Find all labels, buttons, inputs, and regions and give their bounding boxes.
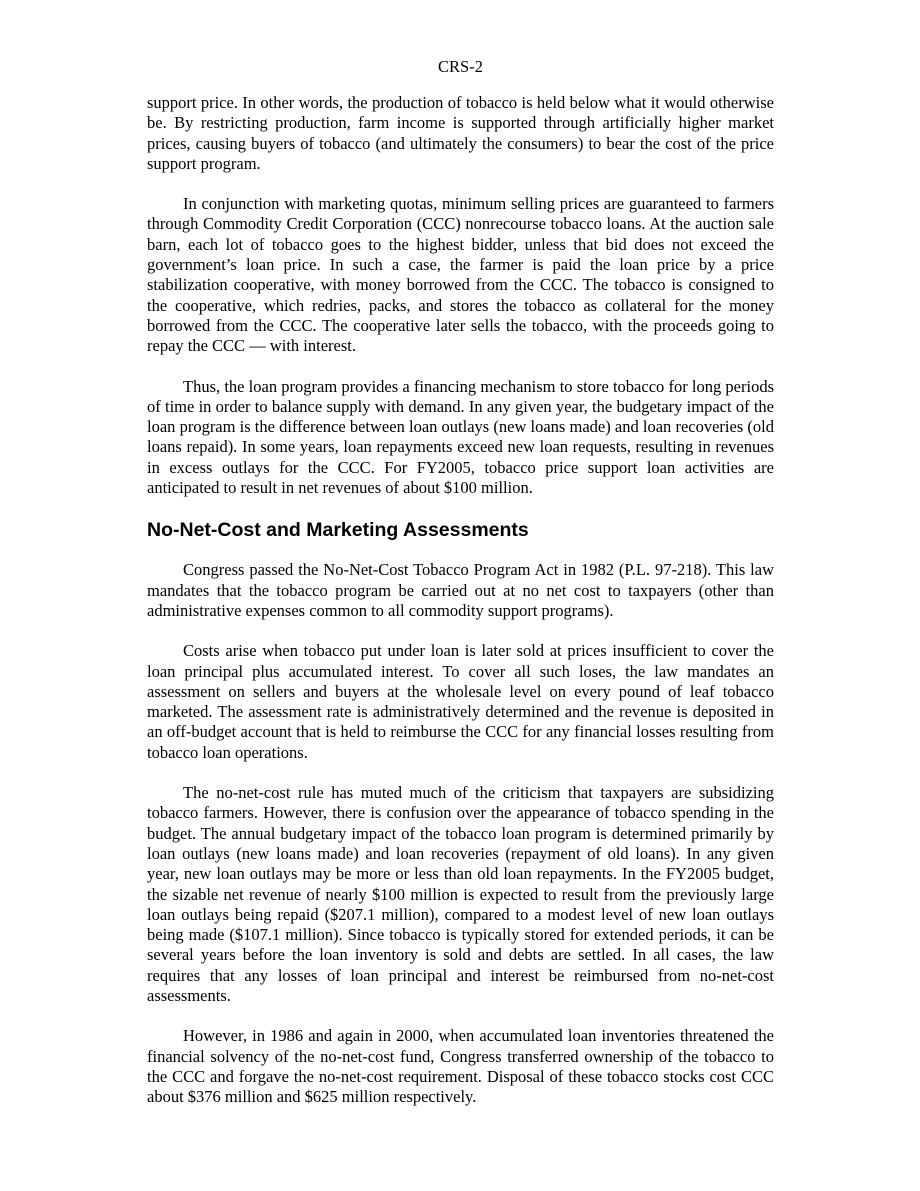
paragraph-loan-program-financing: Thus, the loan program provides a financing mechanism to store tobacco for long periods of time in order to balance supply with demand. In any given year, the budgetary impact of the loan program is the difference between loan outlays (new loans made) and loan recoveries (old loans repaid). In some years, loan repayments exceed new loan requests, resulting in revenues in excess outlays for the CCC. For FY2005, tobacco price support loan activities are anticipated to result in net revenues of about $100 million. <box>147 376 774 498</box>
paragraph-assessment-costs: Costs arise when tobacco put under loan is later sold at prices insufficient to cover the loan principal plus accumulated interest. To cover all such loses, the law mandates an assessment on sellers and buyers at the wholesale level on every pound of leaf tobacco marketed. The assessment rate is administratively determined and the revenue is deposited in an off-budget account that is held to reimburse the CCC for any financial losses resulting from tobacco loan operations. <box>147 641 774 762</box>
section-heading: No-Net-Cost and Marketing Assessments <box>147 519 529 542</box>
paragraph-ccc-loans: In conjunction with marketing quotas, minimum selling prices are guaranteed to farmers through Commodity Credit Corporation (CCC) nonrecourse tobacco loans. At the auction sale barn, each lot of tobacco goes to the highest bidder, unless that bid does not exceed the government’s loan price. In such a case, the farmer is paid the loan price by a price stabilization cooperative, with money borrowed from the CCC. The tobacco is consigned to the cooperative, which redries, packs, and stores the tobacco as collateral for the money borrowed from the CCC. The cooperative later sells the tobacco, with the proceeds going to repay the CCC — with interest. <box>147 194 774 356</box>
document-page <box>147 0 774 1127</box>
page-number-header: CRS-2 <box>438 57 483 76</box>
paragraph-continuation: support price. In other words, the production of tobacco is held below what it would otherwise be. By restricting production, farm income is supported through artificially higher market prices, causing buyers of tobacco (and ultimately the consumers) to bear the cost of the price support program. <box>147 93 774 173</box>
paragraph-no-net-cost-act: Congress passed the No-Net-Cost Tobacco Program Act in 1982 (P.L. 97-218). This law mandates that the tobacco program be carried out at no net cost to taxpayers (other than administrative expenses common to all commodity support programs). <box>147 560 774 620</box>
paragraph-loan-inventory-disposal: However, in 1986 and again in 2000, when accumulated loan inventories threatened the financial solvency of the no-net-cost fund, Congress transferred ownership of the tobacco to the CCC and forgave the no-net-cost requirement. Disposal of these tobacco stocks cost CCC about $376 million and $625 million respectively. <box>147 1026 774 1107</box>
paragraph-budget-impact: The no-net-cost rule has muted much of the criticism that taxpayers are subsidizing tobacco farmers. However, there is confusion over the appearance of tobacco spending in the budget. The annual budgetary impact of the tobacco loan program is determined primarily by loan outlays (new loans made) and loan recoveries (repayment of old loans). In any given year, new loan outlays may be more or less than old loan repayments. In the FY2005 budget, the sizable net revenue of nearly $100 million is expected to result from the previously large loan outlays being repaid ($207.1 million), compared to a modest level of new loan outlays being made ($107.1 million). Since tobacco is typically stored for extended periods, it can be several years before the loan inventory is sold and debts are settled. In all cases, the law requires that any losses of loan principal and interest be reimbursed from no-net-cost assessments. <box>147 783 774 1005</box>
